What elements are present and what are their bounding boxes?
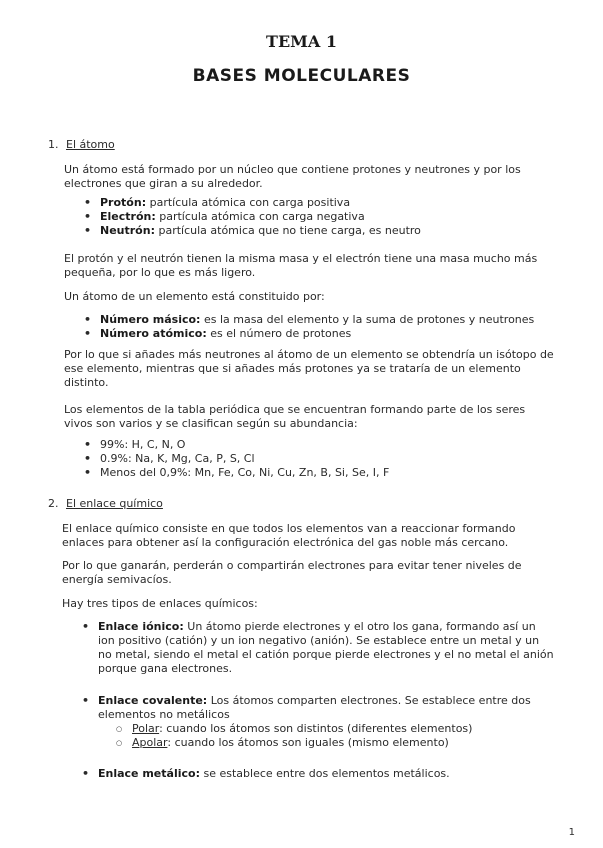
list-item: ○ Apolar: cuando los átomos son iguales (mismo elemento) [116, 736, 546, 750]
bond-types-paragraph: Hay tres tipos de enlaces químicos: [62, 597, 258, 610]
ionic-bond-item [78, 620, 554, 676]
section-2-number: 2. [48, 497, 59, 510]
section-1-title: El átomo [66, 138, 115, 151]
abundance-paragraph: Los elementos de la tabla periódica que se encuentran formando parte de los seres vivos son varios y se clasifican según su abundancia: [64, 403, 526, 430]
mass-paragraph: El protón y el neutrón tienen la misma masa y el electrón tiene una masa mucho más pequeña, por lo que es más ligero. [64, 252, 538, 279]
page-title: TEMA 1 [266, 32, 337, 51]
number-list [80, 313, 552, 341]
covalent-types-list [116, 722, 546, 750]
abundance-list [80, 438, 552, 480]
list-item: • Enlace covalente: Los átomos comparten electrones. Se establece entre dos elementos no metálicos [78, 694, 554, 722]
metallic-bond-item [78, 767, 554, 781]
list-item: • Electrón: partícula atómica con carga negativa [80, 210, 550, 224]
covalent-bond-item [78, 694, 554, 722]
element-paragraph: Un átomo de un elemento está constituido por: [64, 290, 325, 303]
particle-list [80, 196, 550, 238]
list-item: • Enlace metálico: se establece entre dos elementos metálicos. [78, 767, 554, 781]
list-item: • Neutrón: partícula atómica que no tiene carga, es neutro [80, 224, 550, 238]
list-item: • Protón: partícula atómica con carga positiva [80, 196, 550, 210]
atom-intro-paragraph: Un átomo está formado por un núcleo que contiene protones y neutrones y por los electrones que giran a su alrededor. [64, 163, 521, 190]
list-item: • 0.9%: Na, K, Mg, Ca, P, S, Cl [80, 452, 552, 466]
list-item: • Número másico: es la masa del elemento y la suma de protones y neutrones [80, 313, 552, 327]
section-2-title: El enlace químico [66, 497, 163, 510]
isotope-paragraph: Por lo que si añades más neutrones al átomo de un elemento se obtendría un isótopo de ese elemento, mientras que si añades más protones ya se trataría de un elemento distinto. [64, 348, 554, 389]
list-item: • Enlace iónico: Un átomo pierde electrones y el otro los gana, formando así un ion positivo (catión) y un ion negativo (anión). Se establece entre un metal y un no metal, siendo el metal el catión porque pierde electrones y el no metal el anión porque gana electrones. [78, 620, 554, 676]
section-2-heading [48, 497, 163, 511]
bond-intro-paragraph: El enlace químico consiste en que todos los elementos van a reaccionar formando enlaces para obtener así la configuración electrónica del gas noble más cercano. [62, 522, 516, 549]
section-1-heading [48, 138, 115, 152]
section-1-number: 1. [48, 138, 59, 151]
electrons-paragraph: Por lo que ganarán, perderán o compartirán electrones para evitar tener niveles de energía semivacíos. [62, 559, 522, 586]
page-number: 1 [568, 827, 575, 838]
page-subtitle: BASES MOLECULARES [192, 66, 411, 86]
list-item: • Número atómico: es el número de protones [80, 327, 552, 341]
list-item: ○ Polar: cuando los átomos son distintos (diferentes elementos) [116, 722, 546, 736]
list-item: • 99%: H, C, N, O [80, 438, 552, 452]
list-item: • Menos del 0,9%: Mn, Fe, Co, Ni, Cu, Zn, B, Si, Se, I, F [80, 466, 552, 480]
